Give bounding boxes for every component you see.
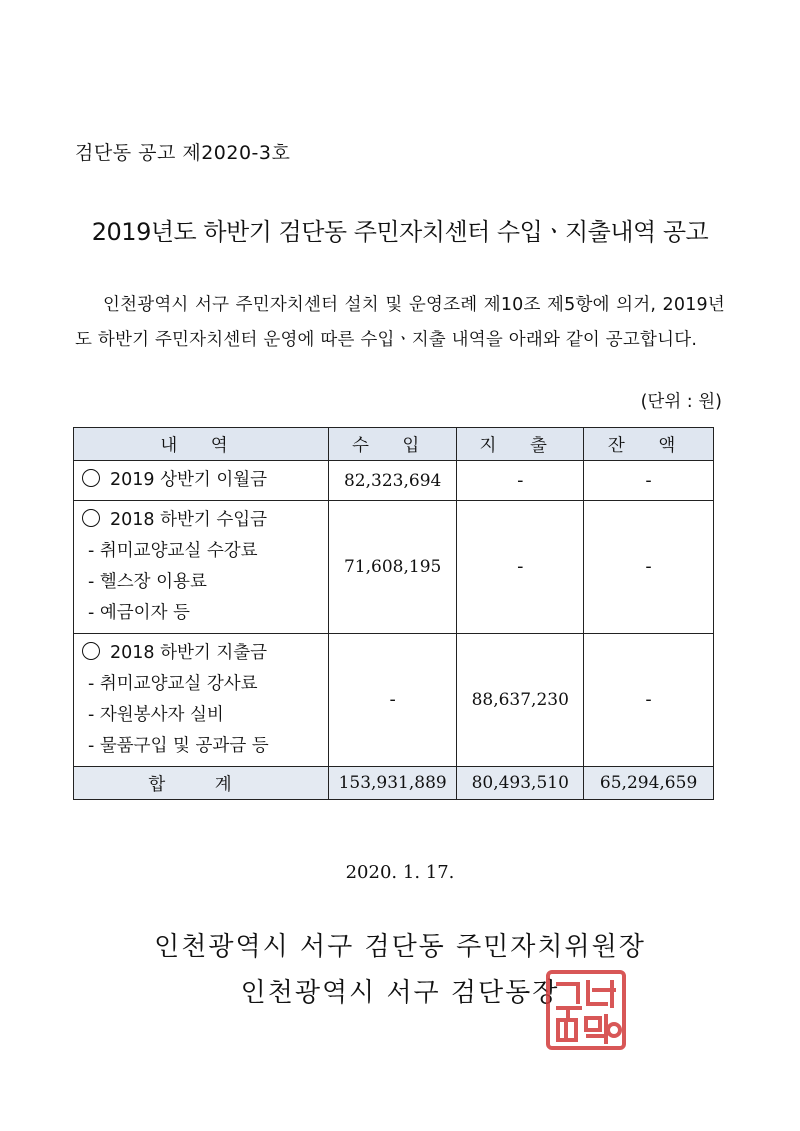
expense-cell: - — [457, 501, 584, 634]
circle-bullet-icon — [82, 642, 100, 660]
header-description: 내 역 — [74, 428, 329, 461]
unit-label: (단위 : 원) — [640, 392, 722, 412]
description-sub-item: - 자원봉사자 실비 — [88, 705, 224, 725]
header-income: 수 입 — [329, 428, 457, 461]
income-cell: 82,323,694 — [329, 461, 457, 501]
income-expense-table — [73, 427, 714, 800]
signer-committee-chair: 인천광역시 서구 검단동 주민자치위원장 — [154, 932, 646, 962]
row-description — [74, 634, 329, 767]
total-income: 153,931,889 — [329, 767, 457, 800]
document-title: 2019년도 하반기 검단동 주민자치센터 수입ㆍ지출내역 공고 — [91, 218, 709, 246]
notice-date: 2020. 1. 17. — [345, 862, 455, 883]
income-cell: - — [329, 634, 457, 767]
description-sub-item: - 예금이자 등 — [88, 603, 190, 623]
description-title: 2018 하반기 수입금 — [110, 510, 268, 530]
total-label: 합 계 — [74, 767, 329, 800]
table-row — [74, 501, 714, 634]
description-line — [82, 638, 320, 669]
expense-cell: - — [457, 461, 584, 501]
description-sub-item: - 취미교양교실 수강료 — [88, 541, 258, 561]
balance-cell: - — [584, 461, 714, 501]
description-sub-item: - 헬스장 이용료 — [88, 572, 207, 592]
income-cell: 71,608,195 — [329, 501, 457, 634]
body-paragraph: 인천광역시 서구 주민자치센터 설치 및 운영조례 제10조 제5항에 의거, 2019년도 하반기 주민자치센터 운영에 따른 수입ㆍ지출 내역을 아래와 같이 공고합니다. — [75, 295, 725, 350]
table-header-row — [74, 428, 714, 461]
circle-bullet-icon — [82, 509, 100, 527]
balance-cell: - — [584, 501, 714, 634]
description-title: 2019 상반기 이월금 — [110, 470, 268, 490]
expense-cell: 88,637,230 — [457, 634, 584, 767]
description-line — [82, 465, 320, 496]
table-row — [74, 634, 714, 767]
description-sub-item: - 물품구입 및 공과금 등 — [88, 736, 269, 756]
description-title: 2018 하반기 지출금 — [110, 643, 268, 663]
balance-cell: - — [584, 634, 714, 767]
table-row — [74, 461, 714, 501]
row-description — [74, 461, 329, 501]
description-sub-item: - 취미교양교실 강사료 — [88, 674, 258, 694]
total-row — [74, 767, 714, 800]
notice-number: 검단동 공고 제2020-3호 — [75, 142, 291, 164]
signer-dong-head: 인천광역시 서구 검단동장 — [240, 978, 560, 1008]
row-description — [74, 501, 329, 634]
official-seal-stamp — [544, 968, 628, 1052]
total-balance: 65,294,659 — [584, 767, 714, 800]
header-expense: 지 출 — [457, 428, 584, 461]
header-balance: 잔 액 — [584, 428, 714, 461]
circle-bullet-icon — [82, 469, 100, 487]
total-expense: 80,493,510 — [457, 767, 584, 800]
description-line — [82, 505, 320, 536]
